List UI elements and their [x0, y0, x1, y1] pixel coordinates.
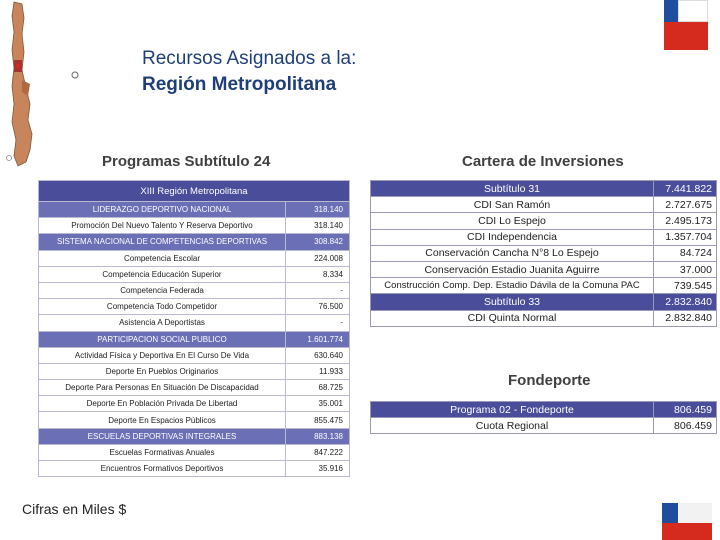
cartera-table [370, 180, 717, 327]
row-value: - [286, 282, 350, 298]
row-value: 847.222 [286, 444, 350, 460]
table-row [371, 229, 717, 245]
table-row [39, 461, 350, 477]
cifras-note: Cifras en Miles $ [22, 501, 127, 517]
row-label: Actividad Física y Deportiva En El Curso De Vida [39, 347, 286, 363]
table-row [39, 234, 350, 250]
row-label: Subtítulo 31 [371, 181, 654, 197]
row-value: 318.140 [286, 218, 350, 234]
table-row [39, 266, 350, 282]
row-label: Cuota Regional [371, 418, 654, 434]
row-value: 855.475 [286, 412, 350, 428]
row-label: SISTEMA NACIONAL DE COMPETENCIAS DEPORTIVAS [39, 234, 286, 250]
programas-table [38, 180, 350, 477]
table-row [39, 412, 350, 428]
table-row [371, 402, 717, 418]
row-label: Deporte En Población Privada De Libertad [39, 396, 286, 412]
row-value: 1.357.704 [654, 229, 717, 245]
row-value: 84.724 [654, 245, 717, 261]
row-value: 2.495.173 [654, 213, 717, 229]
row-label: CDI Quinta Normal [371, 310, 654, 326]
row-label: Programa 02 - Fondeporte [371, 402, 654, 418]
table-row [39, 202, 350, 218]
row-label: CDI San Ramón [371, 197, 654, 213]
row-label: Conservación Cancha N°8 Lo Espejo [371, 245, 654, 261]
row-value: 806.459 [654, 418, 717, 434]
row-label: PARTICIPACION SOCIAL PUBLICO [39, 331, 286, 347]
row-label: Competencia Todo Competidor [39, 299, 286, 315]
fondeporte-table [370, 401, 717, 434]
table-row [371, 181, 717, 197]
table-header-cell: XIII Región Metropolitana [39, 181, 350, 202]
table-row [371, 261, 717, 277]
row-label: Encuentros Formativos Deportivos [39, 461, 286, 477]
table-row [39, 380, 350, 396]
row-label: Promoción Del Nuevo Talento Y Reserva Deportivo [39, 218, 286, 234]
fondeporte-heading: Fondeporte [508, 372, 591, 389]
table-header-row [39, 181, 350, 202]
table-row [39, 347, 350, 363]
row-value: 2.727.675 [654, 197, 717, 213]
row-value: 318.140 [286, 202, 350, 218]
row-label: Escuelas Formativas Anuales [39, 444, 286, 460]
table-row [371, 213, 717, 229]
table-row [371, 278, 717, 294]
row-label: Conservación Estadio Juanita Aguirre [371, 261, 654, 277]
row-value: 7.441.822 [654, 181, 717, 197]
row-label: Competencia Escolar [39, 250, 286, 266]
table-row [39, 250, 350, 266]
row-value: 2.832.840 [654, 310, 717, 326]
table-row [39, 331, 350, 347]
table-row [39, 218, 350, 234]
row-label: Competencia Federada [39, 282, 286, 298]
row-value: 806.459 [654, 402, 717, 418]
row-label: Deporte Para Personas En Situación De Discapacidad [39, 380, 286, 396]
cartera-heading: Cartera de Inversiones [462, 153, 624, 170]
table-row [371, 310, 717, 326]
row-label: Competencia Educación Superior [39, 266, 286, 282]
row-label: Deporte En Espacios Públicos [39, 412, 286, 428]
table-row [39, 428, 350, 444]
table-row [371, 245, 717, 261]
table-row [39, 315, 350, 331]
programas-heading: Programas Subtítulo 24 [102, 153, 271, 170]
row-value: 35.001 [286, 396, 350, 412]
row-value: 224.008 [286, 250, 350, 266]
row-label: LIDERAZGO DEPORTIVO NACIONAL [39, 202, 286, 218]
row-value: - [286, 315, 350, 331]
row-value: 11.933 [286, 363, 350, 379]
row-label: CDI Independencia [371, 229, 654, 245]
table-row [39, 444, 350, 460]
table-row [39, 396, 350, 412]
chile-flag-top [664, 0, 708, 50]
row-value: 1.601.774 [286, 331, 350, 347]
row-value: 76.500 [286, 299, 350, 315]
table-row [371, 294, 717, 310]
row-value: 68.725 [286, 380, 350, 396]
chile-map-icon [0, 0, 40, 170]
row-label: CDI Lo Espejo [371, 213, 654, 229]
row-value: 2.832.840 [654, 294, 717, 310]
row-label: Subtítulo 33 [371, 294, 654, 310]
table-row [371, 418, 717, 434]
island-icon [70, 70, 80, 80]
table-row [39, 282, 350, 298]
table-row [39, 363, 350, 379]
row-label: Construcción Comp. Dep. Estadio Dávila de la Comuna PAC [371, 278, 654, 294]
table-row [39, 299, 350, 315]
page-title-line1: Recursos Asignados a la: [142, 48, 357, 69]
page-title-line2: Región Metropolitana [142, 74, 337, 95]
row-label: ESCUELAS DEPORTIVAS INTEGRALES [39, 428, 286, 444]
table-row [371, 197, 717, 213]
row-value: 630.640 [286, 347, 350, 363]
row-label: Deporte En Pueblos Originarios [39, 363, 286, 379]
row-value: 739.545 [654, 278, 717, 294]
row-value: 308.842 [286, 234, 350, 250]
row-value: 8.334 [286, 266, 350, 282]
row-value: 37.000 [654, 261, 717, 277]
row-value: 35.916 [286, 461, 350, 477]
chile-flag-bottom [662, 503, 712, 540]
row-label: Asistencia A Deportistas [39, 315, 286, 331]
row-value: 883.138 [286, 428, 350, 444]
